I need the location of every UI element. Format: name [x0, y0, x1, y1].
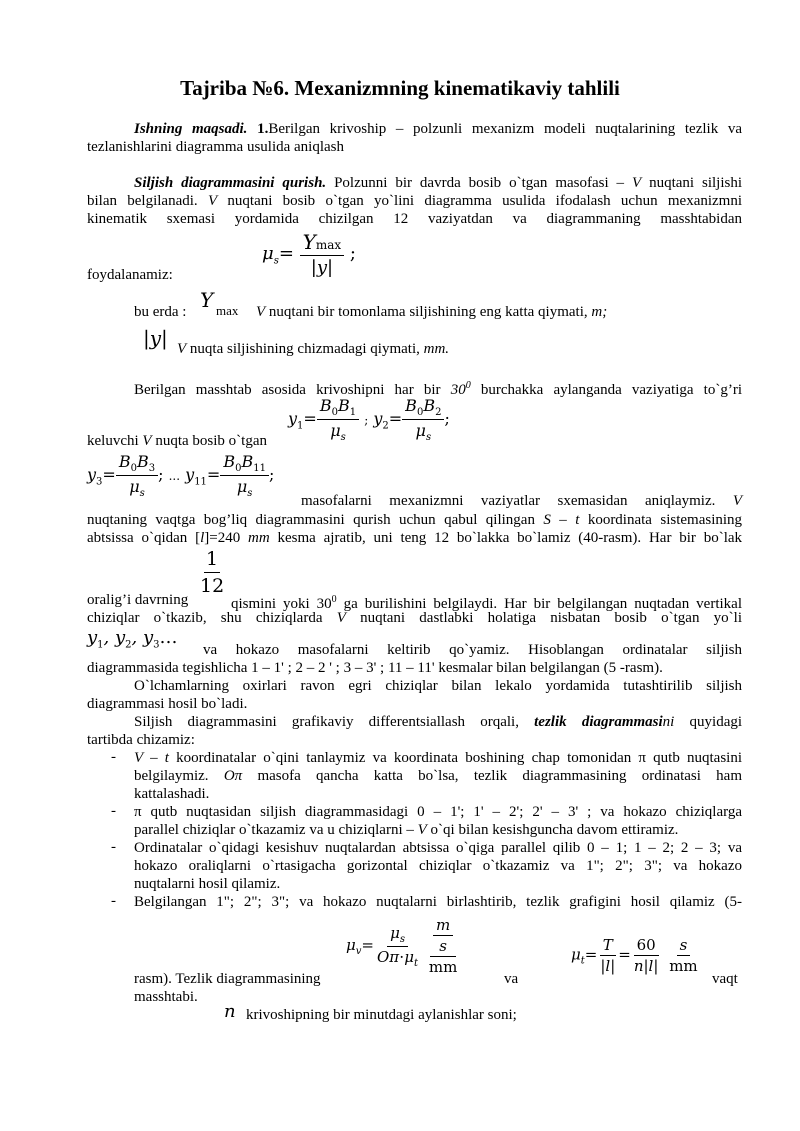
formula-y-sequence: $y_1$, $y_2$, $y_3\dots$ [87, 627, 178, 651]
bullet-dash-4: - [111, 893, 116, 909]
bullet-dash-2: - [111, 803, 116, 819]
masshtab-line-5: abtsissa o`qidan [l]=240 mm kesma ajratib, uni teng 12 bo`lakka bo`lamiz (40-rasm). Har bir bo`lak [87, 530, 743, 546]
y-description: V nuqta siljishining chizmadagi qiymati, mm. [177, 341, 450, 357]
bullet-3-line-3: nuqtalarni hosil qilamiz. [134, 876, 281, 892]
formula-y3-y11: $y_3=$ $\frac{B_0B_3}{\mu_s}$ ; ... $y_{11}=$ $\frac{B_0B_{11}}{\mu_s}$ ; [87, 452, 275, 500]
bullet-1-line-3: kattalashadi. [134, 786, 210, 802]
siljish-line-4: foydalanamiz: [87, 267, 173, 283]
ymax-subscript: max [216, 303, 239, 318]
formula-mu-v: $\mu_v=$ $\frac{\mu_s}{O\pi\cdot\mu_t}$ $\frac{\frac{m}{s}}{mm}$ [346, 916, 458, 976]
bullet-dash-1: - [111, 749, 116, 765]
aim-line-1: Ishning maqsadi. 1.Berilgan krivoship – polzunli mexanizm modeli nuqtalarining tezlik va [134, 121, 742, 137]
masshtab-line-9: diagrammasida tegishlicha 1 – 1' ; 2 – 2 ' ; 3 – 3' ; 11 – 11' kesmalar bilan belgilangan (5 -rasm). [87, 660, 663, 676]
bullet-4-line-1: Belgilangan 1"; 2"; 3"; va hokazo nuqtalarni birlashtirib, tezlik grafigini hosil qilamiz (5- [134, 894, 742, 910]
bullet-2-line-1: π qutb nuqtasidan siljish diagrammasidagi 0 – 1'; 1' – 2'; 2' – 3' ; va hokazo chiziqlarga [134, 804, 742, 820]
masshtab-line-10: O`lchamlarning oxirlari ravon egri chiziqlar bilan lekalo yordamida tutashtirilib siljish [134, 678, 742, 694]
n-description: krivoshipning bir minutdagi aylanishlar soni; [246, 1007, 517, 1023]
formula-y1-y2: $y_1=$ $\frac{B_0B_1}{\mu_s}$ ; $y_2=$ $\frac{B_0B_2}{\mu_s}$ ; [288, 396, 450, 444]
bullet-4-va: va [504, 971, 519, 987]
masshtab-line-6b: qismini yoki $30^0$ ga burilishini belgilaydi. Har bir belgilangan nuqtadan vertikal [231, 594, 742, 612]
formula-mu-t: $\mu_t=$ $\frac{T}{|l|}$ = $\frac{60}{n|l|}$ $\frac{s}{mm}$ [571, 936, 698, 975]
ymax-symbol: Y [200, 288, 214, 312]
y-abs-symbol: |y| [143, 326, 168, 350]
masshtab-line-7: chiziqlar o`tkazib, shu chiziqlarda V nuqtani dastlabki holatiga nisbatan bosib o`tgan yo`li [87, 610, 742, 626]
bullet-2-line-2: parallel chiziqlar o`tkazamiz va u chiziqlarni – V o`qi bilan kesishguncha davom ettiramiz. [134, 822, 679, 838]
formula-mu-s: $\mu_s=$ $\frac{Ymax}{|y|}$ ; [262, 230, 356, 278]
bullet-4-line-2: rasm). Tezlik diagrammasining [134, 971, 321, 987]
bullet-3-line-1: Ordinatalar o`qidagi kesishuv nuqtalardan abtsissa o`qiga parallel qilib 0 – 1; 1 – 2; 2 – 3; va [134, 840, 742, 856]
siljish-line-1: Siljish diagrammasini qurish. Polzunni bir davrda bosib o`tgan masofasi – V nuqtani siljishi [134, 175, 743, 191]
ymax-description: V nuqtani bir tomonlama siljishining eng katta qiymati, m; [256, 304, 608, 320]
tezlik-line-2: tartibda chizamiz: [87, 732, 195, 748]
aim-line-2: tezlanishlarini diagramma usulida aniqlash [87, 139, 345, 155]
masshtab-line-3: masofalarni mexanizmni vaziyatlar sxemasidan aniqlaymiz. V [301, 493, 743, 509]
masshtab-line-4: nuqtaning vaqtga bog’liq diagrammasini qurish uchun qabul qilingan S – t koordinata sistemasining [87, 512, 743, 528]
n-symbol: n [224, 1001, 236, 1022]
bu-erda-label: bu erda : [134, 304, 187, 320]
bullet-3-line-2: hokazo oraliqlarni o`rtasigacha gorizontal chiziqlar o`tkazamiz va 1"; 2"; 3"; va hokazo [134, 858, 742, 874]
siljish-line-3: kinematik sxemasi yordamida chizilgan 12 vaziyatdan va diagrammaning masshtabidan [87, 211, 742, 227]
bullet-dash-3: - [111, 839, 116, 855]
masshtab-line-6a: oralig’i davrning [87, 592, 189, 608]
tezlik-line-1: Siljish diagrammasini grafikaviy differentsiallash orqali, tezlik diagrammasini quyidagi [134, 714, 743, 730]
masshtab-line-2: keluvchi V nuqta bosib o`tgan [87, 433, 267, 449]
masshtab-line-8: va hokazo masofalarni keltirib qo`yamiz. Hisoblangan ordinatalar siljish [203, 642, 742, 658]
formula-one-twelfth: $\frac{1}{12}$ [200, 548, 225, 597]
bullet-4-line-3: masshtabi. [134, 989, 198, 1005]
masshtab-line-11: diagrammasi hosil bo`ladi. [87, 696, 248, 712]
masshtab-line-1: Berilgan masshtab asosida krivoshipni har bir $30^0$ burchakka aylanganda vaziyatiga to`g’ri [134, 380, 743, 398]
bullet-4-vaqt: vaqt [712, 971, 738, 987]
page-title: Tajriba №6. Mexanizmning kinematikaviy tahlili [180, 76, 620, 100]
siljish-line-2: bilan belgilanadi. V nuqtani bosib o`tgan yo`lini diagramma usulida ifodalash uchun mexanizmni [87, 193, 743, 209]
bullet-1-line-1: V – t koordinatalar o`qini tanlaymiz va koordinata boshining chap tomonidan π qutb nuqtasini [134, 750, 743, 766]
bullet-1-line-2: belgilaymiz. Oπ masofa qancha katta bo`lsa, tezlik diagrammasining ordinatasi ham [134, 768, 743, 784]
